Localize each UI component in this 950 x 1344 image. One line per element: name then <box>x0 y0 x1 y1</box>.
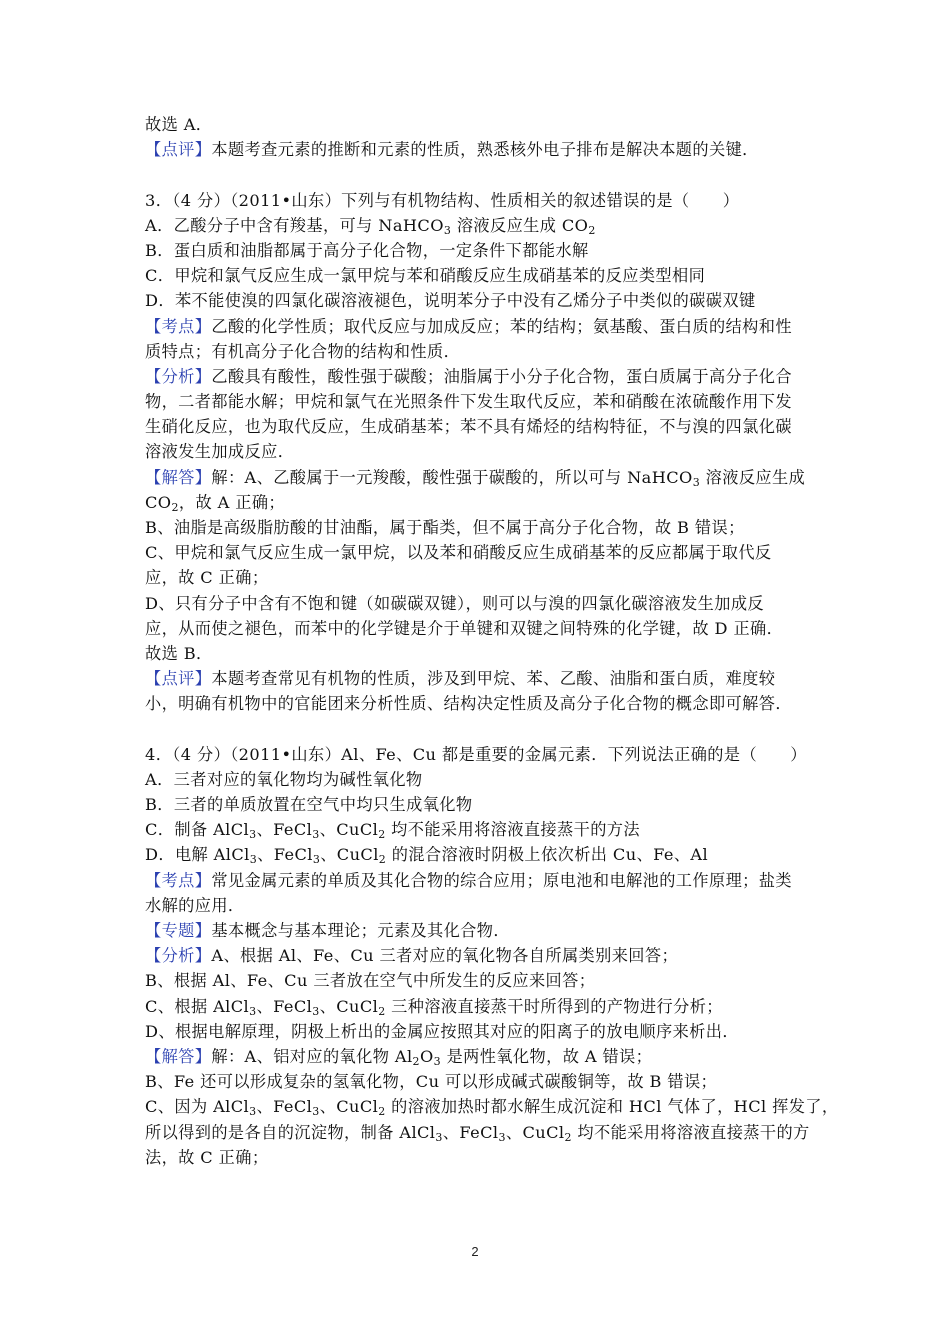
text-line <box>145 490 805 515</box>
subscript: 3 <box>433 1054 442 1068</box>
subscript: 3 <box>435 1130 443 1144</box>
text-line <box>145 893 805 918</box>
text-line <box>145 1145 805 1170</box>
text-line <box>145 591 805 616</box>
subscript: 2 <box>564 1130 572 1144</box>
text-line <box>145 1044 805 1069</box>
text-line <box>145 439 805 464</box>
text-run: B、根据 Al、Fe、Cu 三者放在空气中所发生的反应来回答； <box>145 971 596 991</box>
text-run: B．三者的单质放置在空气中均只生成氧化物 <box>145 795 473 815</box>
text-line <box>145 112 805 137</box>
text-run: 的溶液加热时都水解生成沉淀和 HCl 气体了，HCl 挥发了， <box>385 1097 839 1117</box>
text-run: 、CuCl <box>505 1122 565 1142</box>
text-run: 、CuCl <box>319 1097 379 1117</box>
text-run: 均不能采用将溶液直接蒸干的方 <box>571 1122 810 1142</box>
text-line <box>145 641 805 666</box>
section-tag: 【点评】 <box>145 669 212 689</box>
text-line <box>145 389 805 414</box>
subscript: 2 <box>378 853 387 867</box>
subscript: 2 <box>412 1054 420 1068</box>
text-line <box>145 213 805 238</box>
text-run: 的混合溶液时阴极上依次析出 Cu、Fe、Al <box>386 845 709 865</box>
text-run: 故选 A． <box>145 115 213 134</box>
subscript: 2 <box>378 828 386 842</box>
subscript: 3 <box>249 853 258 867</box>
text-run: 、CuCl <box>320 845 379 865</box>
text-line <box>145 868 805 893</box>
subscript: 3 <box>498 1130 506 1144</box>
text-run: 、FeCl <box>256 1097 313 1117</box>
text-run: 本题考查常见有机物的性质，涉及到甲烷、苯、乙酸、油脂和蛋白质，难度较 <box>211 669 776 689</box>
text-run: 3．（4 分）（2011•山东）下列与有机物结构、性质相关的叙述错误的是（ ） <box>145 190 740 210</box>
text-run: C．甲烷和氯气反应生成一氯甲烷与苯和硝酸反应生成硝基苯的反应类型相同 <box>145 266 706 286</box>
text-run: B、油脂是高级脂肪酸的甘油酯，属于酯类，但不属于高分子化合物，故 B 错误； <box>145 518 745 537</box>
text-run: 质特点；有机高分子化合物的结构和性质． <box>145 341 461 361</box>
text-line <box>145 767 805 792</box>
text-run: 、CuCl <box>319 820 379 840</box>
text-line <box>145 263 805 288</box>
text-line <box>145 288 805 313</box>
text-run: 三种溶液直接蒸干时所得到的产物进行分析； <box>385 996 723 1016</box>
section-tag: 【分析】 <box>145 366 212 386</box>
section-tag: 【考点】 <box>145 316 212 336</box>
text-line <box>145 1069 805 1094</box>
subscript: 3 <box>312 828 320 842</box>
text-run: 、FeCl <box>256 996 313 1016</box>
section-tag: 【分析】 <box>145 946 212 966</box>
text-line <box>145 742 805 767</box>
text-line <box>145 565 805 590</box>
subscript: 2 <box>171 500 179 514</box>
text-run: C．制备 AlCl <box>145 820 250 840</box>
text-line <box>145 1120 810 1145</box>
subscript: 3 <box>249 828 257 842</box>
subscript: 3 <box>312 1105 320 1119</box>
text-run: 故选 B． <box>145 643 213 663</box>
text-run: 解：A、铝对应的氧化物 Al <box>211 1046 413 1066</box>
text-line <box>145 238 805 263</box>
text-line <box>145 414 805 439</box>
text-line <box>145 1094 839 1119</box>
text-run: D、根据电解原理，阴极上析出的金属应按照其对应的阳离子的放电顺序来析出． <box>145 1021 739 1041</box>
text-line <box>145 817 805 842</box>
text-line <box>145 994 805 1019</box>
text-run: A．乙酸分子中含有羧基，可与 NaHCO <box>145 215 444 235</box>
text-line <box>145 465 805 490</box>
text-run: 物，二者都能水解；甲烷和氯气在光照条件下发生取代反应，苯和硝酸在浓硫酸作用下发 <box>145 392 792 412</box>
section-tag: 【解答】 <box>145 1046 212 1066</box>
text-line <box>145 842 805 867</box>
text-line <box>145 188 805 213</box>
text-run: 小，明确有机物中的官能团来分析性质、结构决定性质及高分子化合物的概念即可解答． <box>145 694 792 714</box>
text-run: 乙酸的化学性质；取代反应与加成反应；苯的结构；氨基酸、蛋白质的结构和性 <box>211 316 792 336</box>
text-run: O <box>419 1046 434 1066</box>
text-run: 、FeCl <box>257 845 313 865</box>
text-line <box>145 691 805 716</box>
text-run: ，故 A 正确； <box>178 492 285 512</box>
subscript: 3 <box>249 1004 257 1018</box>
text-run: D．苯不能使溴的四氯化碳溶液褪色，说明苯分子中没有乙烯分子中类似的碳碳双键 <box>145 291 756 311</box>
text-run: 常见金属元素的单质及其化合物的综合应用；原电池和电解池的工作原理；盐类 <box>211 870 792 890</box>
text-run: 法，故 C 正确； <box>145 1147 269 1167</box>
blank-line <box>145 162 805 187</box>
text-line <box>145 364 805 389</box>
text-run: 溶液发生加成反应． <box>145 442 295 462</box>
text-run: 溶液反应生成 CO <box>451 215 589 235</box>
text-run: C、因为 AlCl <box>145 1097 250 1117</box>
text-run: 、CuCl <box>319 996 379 1016</box>
section-tag: 【考点】 <box>145 870 212 890</box>
text-line <box>145 792 805 817</box>
document-body <box>145 112 839 1170</box>
text-run: 生硝化反应，也为取代反应，生成硝基苯；苯不具有烯烃的结构特征，不与溴的四氯化碳 <box>145 417 792 437</box>
text-run: 、FeCl <box>442 1122 499 1142</box>
text-run: 乙酸具有酸性，酸性强于碳酸；油脂属于小分子化合物，蛋白质属于高分子化合 <box>211 366 792 386</box>
blank-line <box>145 717 805 742</box>
section-tag: 【点评】 <box>145 140 212 160</box>
text-run: 是两性氧化物，故 A 错误； <box>441 1046 653 1066</box>
text-run: 应，故 C 正确； <box>145 568 269 588</box>
text-line <box>145 1019 805 1044</box>
page-number: 2 <box>471 1244 479 1259</box>
subscript: 3 <box>312 1004 320 1018</box>
text-run: A．三者对应的氧化物均为碱性氧化物 <box>145 769 423 789</box>
text-run: 本题考查元素的推断和元素的性质，熟悉核外电子排布是解决本题的关键． <box>211 140 759 160</box>
text-line <box>145 339 805 364</box>
text-run: 水解的应用． <box>145 895 245 915</box>
text-line <box>145 540 805 565</box>
text-line <box>145 968 805 993</box>
subscript: 2 <box>588 223 596 237</box>
text-run: B、Fe 还可以形成复杂的氢氧化物，Cu 可以形成碱式碳酸铜等，故 B 错误； <box>145 1072 718 1092</box>
subscript: 3 <box>692 475 701 489</box>
text-run: 、FeCl <box>256 820 313 840</box>
section-tag: 【专题】 <box>145 921 212 940</box>
text-line <box>145 616 805 641</box>
text-line <box>145 314 805 339</box>
text-line <box>145 918 805 943</box>
text-line <box>145 666 805 691</box>
text-run: C、根据 AlCl <box>145 996 250 1016</box>
text-run: CO <box>145 492 172 512</box>
text-line <box>145 137 805 162</box>
subscript: 2 <box>378 1105 386 1119</box>
text-run: 所以得到的是各自的沉淀物，制备 AlCl <box>145 1122 436 1142</box>
text-run: D、只有分子中含有不饱和键（如碳碳双键），则可以与溴的四氯化碳溶液发生加成反 <box>145 593 765 613</box>
subscript: 3 <box>249 1105 257 1119</box>
text-run: D．电解 AlCl <box>145 845 250 865</box>
text-run: B．蛋白质和油脂都属于高分子化合物，一定条件下都能水解 <box>145 240 589 260</box>
section-tag: 【解答】 <box>145 467 212 487</box>
text-run: A、根据 Al、Fe、Cu 三者对应的氧化物各自所属类别来回答； <box>211 946 679 966</box>
subscript: 3 <box>443 223 452 237</box>
text-run: 解：A、乙酸属于一元羧酸，酸性强于碳酸的，所以可与 NaHCO <box>211 467 693 487</box>
text-run: 溶液反应生成 <box>700 467 806 487</box>
text-run: 均不能采用将溶液直接蒸干的方法 <box>385 820 640 840</box>
subscript: 2 <box>378 1004 386 1018</box>
text-line <box>145 943 805 968</box>
text-run: C、甲烷和氯气反应生成一氯甲烷，以及苯和硝酸反应生成硝基苯的反应都属于取代反 <box>145 543 772 563</box>
text-run: 基本概念与基本理论；元素及其化合物． <box>211 921 510 940</box>
text-run: 4．（4 分）（2011•山东）Al、Fe、Cu 都是重要的金属元素．下列说法正确的是（ ） <box>145 744 807 764</box>
text-line <box>145 515 805 540</box>
text-run: 应，从而使之褪色，而苯中的化学键是介于单键和双键之间特殊的化学键，故 D 正确． <box>145 618 784 638</box>
subscript: 3 <box>312 853 321 867</box>
